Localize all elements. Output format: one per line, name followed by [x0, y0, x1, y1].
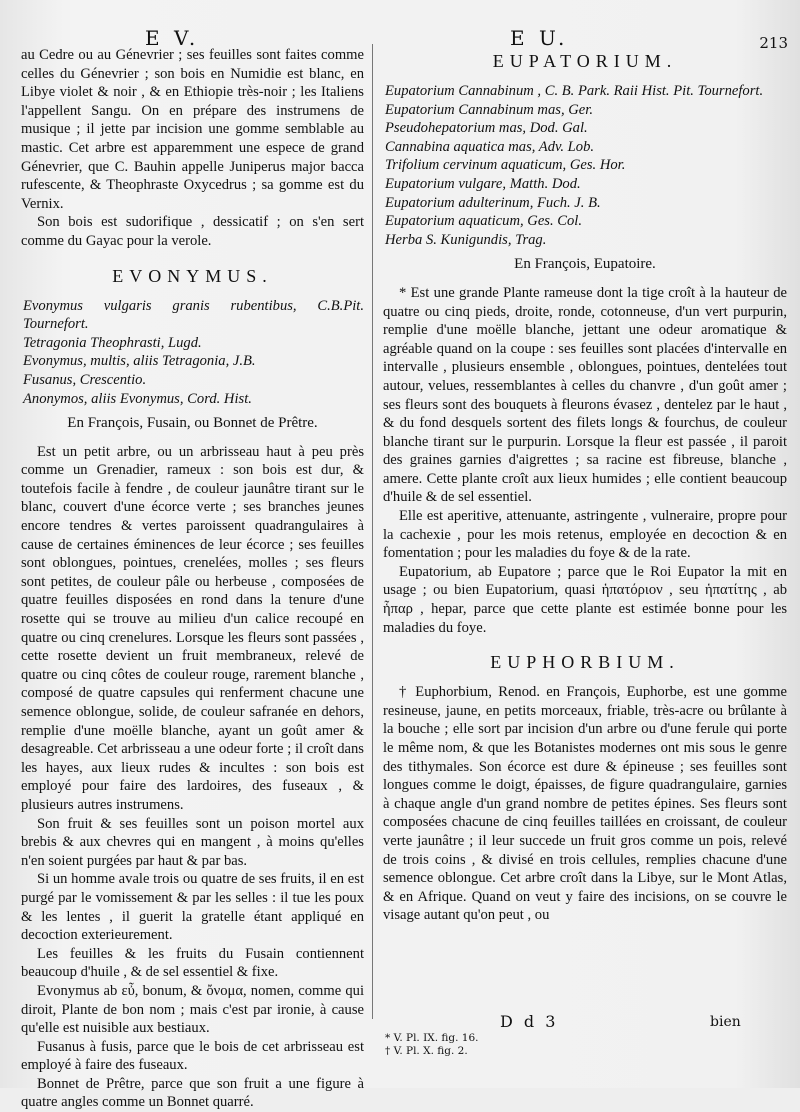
- paragraph: * Est une grande Plante rameuse dont la tige croît à la hauteur de quatre ou cinq pieds, droite, ronde, cotonneuse, d'un vert purpurin, remplie d'une moëlle blanche, jettant une odeur aromatique & agréable quand on la coupe : ses feuilles sont placées d'intervalle en intervalle , plusieurs ensemble , oblongues, pointues, dentelées tout autour, velues, ressemblantes à celles du chanvre , d'un goût amer ; ses fleurs sont des bouquets à fleurons évasez , dentelez par le haut , & du fond desquels sortent des filets longs & fourchus, de couleur blanche tirant sur le purpurin. Lorsque la fleur est passée , il paroit des graines garnies d'aigrettes ; sa racine est fibreuse, blanche , amere. Cette plante croît aux lieux humides ; elle contient beaucoup d'huile & de sel essentiel.: [383, 284, 787, 506]
- synonym: Evonymus vulgaris granis rubentibus, C.B.Pit. Tournefort.: [23, 297, 364, 333]
- catchword: bien: [710, 1014, 741, 1030]
- entry-heading-eupatorium: EUPATORIUM.: [492, 51, 678, 71]
- plate-note: † V. Pl. X. fig. 2.: [385, 1045, 468, 1057]
- paragraph: Bonnet de Prêtre, parce que son fruit a une figure à quatre angles comme un Bonnet quarré.: [21, 1075, 364, 1111]
- paragraph: Les feuilles & les fruits du Fusain contiennent beaucoup d'huile , & de sel essentiel & fixe.: [21, 945, 364, 981]
- synonym: Eupatorium vulgare, Matth. Dod.: [385, 175, 581, 192]
- column-divider: [372, 44, 373, 1019]
- synonym: Herba S. Kunigundis, Trag.: [385, 231, 547, 248]
- paragraph: Son fruit & ses feuilles sont un poison mortel aux brebis & aux chevres qui en mangent , à moins qu'elles n'en soient purgées par haut & par bas.: [21, 815, 364, 869]
- paragraph: Est un petit arbre, ou un arbrisseau haut à peu près comme un Grenadier, rameux : son bois est dur, & toutefois facile à fendre , de couleur jaunâtre tirant sur le blanc, couvert d'une écorce verte ; ses branches jeunes encore tendres & vertes paroissent quadrangulaires à cause de certaines éminences de leur écorce ; ses feuilles sont oblongues, pointues, crenelées, molles ; ses fleurs sont petites, de couleur pâle ou herbeuse , composées de quatre feuilles disposées en rond dans la tenure d'une rosette qui se trouve au milieu d'un calice recoupé en quatre ou cinq crenelures. Lorsque les fleurs sont passées , cette rosette devient un fruit membraneux, relevé de quatre ou cinq côtes de couleur rouge, rarement blanche , composé de quatre capsules qui renferment chacune une semence oblongue, solide, de couleur safranée en dehors, remplie d'une moëlle blanche, ayant un goût amer & desagreable. Cet arbrisseau a une odeur forte ; il croît dans les hayes, aux lieux rudes & incultes : son bois est employé pour faire des lardoires, des fuseaux , & plusieurs autres instrumens.: [21, 443, 364, 813]
- paragraph: Evonymus ab εὖ, bonum, & ὄνομα, nomen, comme qui diroit, Plante de bon nom ; mais c'est par ironie, à cause qu'elle est nuisible aux bestiaux.: [21, 982, 364, 1037]
- paragraph: au Cedre ou au Génevrier ; ses feuilles sont faites comme celles du Génevrier ; son bois en Numidie est blanc, en Libye violet & noir , & en Ethiopie très-noir ; les Italiens l'appellent Sangu. On en prépare des instrumens de musique ; il jette par incision une gomme semblable au mastic. Cet arbre est apparemment une espece de grand Génevrier, que C. Bauhin appelle Juniperus major bacca rufescente, & Theophraste Oxycedrus ; sa gomme est du Vernix.: [21, 47, 364, 212]
- synonym: Cannabina aquatica mas, Adv. Lob.: [385, 138, 595, 155]
- paragraph: Fusanus à fusis, parce que le bois de cet arbrisseau est employé à faire des fuseaux.: [21, 1038, 364, 1074]
- running-head-left: E V.: [145, 26, 200, 50]
- synonym: Trifolium cervinum aquaticum, Ges. Hor.: [385, 157, 626, 174]
- synonym-list: [21, 297, 364, 409]
- page-number: 213: [759, 34, 788, 52]
- synonym: Eupatorium aquaticum, Ges. Col.: [385, 213, 583, 230]
- entry-heading-evonymus: EVONYMUS.: [112, 265, 273, 286]
- paragraph: Eupatorium, ab Eupatore ; parce que le Roi Eupator la mit en usage ; ou bien Eupatorium, quasi ἡπατόριον , seu ἡπατίτης , ab ἧπαρ , hepar, parce que cette plante est estimée bonne pour les maladies du foye.: [383, 563, 787, 636]
- synonym: Eupatorium adulterinum, Fuch. J. B.: [385, 194, 601, 211]
- french-name: En François, Fusain, ou Bonnet de Prêtre.: [67, 415, 318, 432]
- synonym: Eupatorium Cannabinum mas, Ger.: [385, 101, 593, 118]
- synonym-list: [383, 82, 787, 249]
- synonym: Pseudohepatorium mas, Dod. Gal.: [385, 120, 588, 137]
- plate-notes: [385, 1032, 479, 1058]
- paragraph: Son bois est sudorifique , dessicatif ; on s'en sert comme du Gayac pour la verole.: [21, 214, 364, 249]
- paragraph: Si un homme avale trois ou quatre de ses fruits, il en est purgé par le vomissement & par les selles : il tue les poux & les lentes , il guerit la gratelle étant appliqué en decoction exterieurement.: [21, 871, 364, 944]
- signature-mark: D d 3: [500, 1012, 559, 1031]
- running-head-right: E U.: [510, 26, 569, 50]
- french-name: En François, Eupatoire.: [514, 256, 656, 273]
- synonym: Anonymos, aliis Evonymus, Cord. Hist.: [23, 390, 252, 407]
- synonym: Eupatorium Cannabinum , C. B. Park. Raii Hist. Pit. Tournefort.: [385, 83, 764, 99]
- paragraph: † Euphorbium, Renod. en François, Euphorbe, est une gomme resineuse, jaune, en petits morceaux, friable, très-acre ou brûlante à la bouche ; elle sort par incision d'un arbre ou d'une ferule qui porte le même nom, & que les Botanistes modernes ont mis sous le genre des tithymales. Son écorce est dure & épineuse ; ses feuilles sont longues comme le doigt, épaisses, de figure quadrangulaire, garnies à chaque angle d'un grand nombre de petites épines. Ses fleurs sont composées chacune de cinq feuilles taillées en croissant, de couleur verte jaunâtre ; il leur succede un fruit gros comme un pois, relevé de trois coins , & divisé en trois cellules, remplies chacune d'une semence oblongue. Cet arbre croît dans la Libye, sur le Mont Atlas, & en Afrique. Quand on veut y faire des incisions, on se couvre le visage autant qu'on peut , ou: [383, 684, 787, 924]
- paragraph: Elle est aperitive, attenuante, astringente , vulneraire, propre pour la cachexie , pour les mois retenus, employée en decoction & en fomentation ; pour les maladies du foye & de la rate.: [383, 508, 787, 562]
- synonym: Evonymus, multis, aliis Tetragonia, J.B.: [23, 353, 256, 370]
- right-column: [383, 46, 787, 925]
- plate-note: * V. Pl. IX. fig. 16.: [385, 1032, 479, 1044]
- left-column: [21, 46, 364, 1112]
- synonym: Tetragonia Theophrasti, Lugd.: [23, 334, 202, 351]
- entry-heading-euphorbium: EUPHORBIUM.: [490, 652, 680, 673]
- synonym: Fusanus, Crescentio.: [23, 371, 147, 388]
